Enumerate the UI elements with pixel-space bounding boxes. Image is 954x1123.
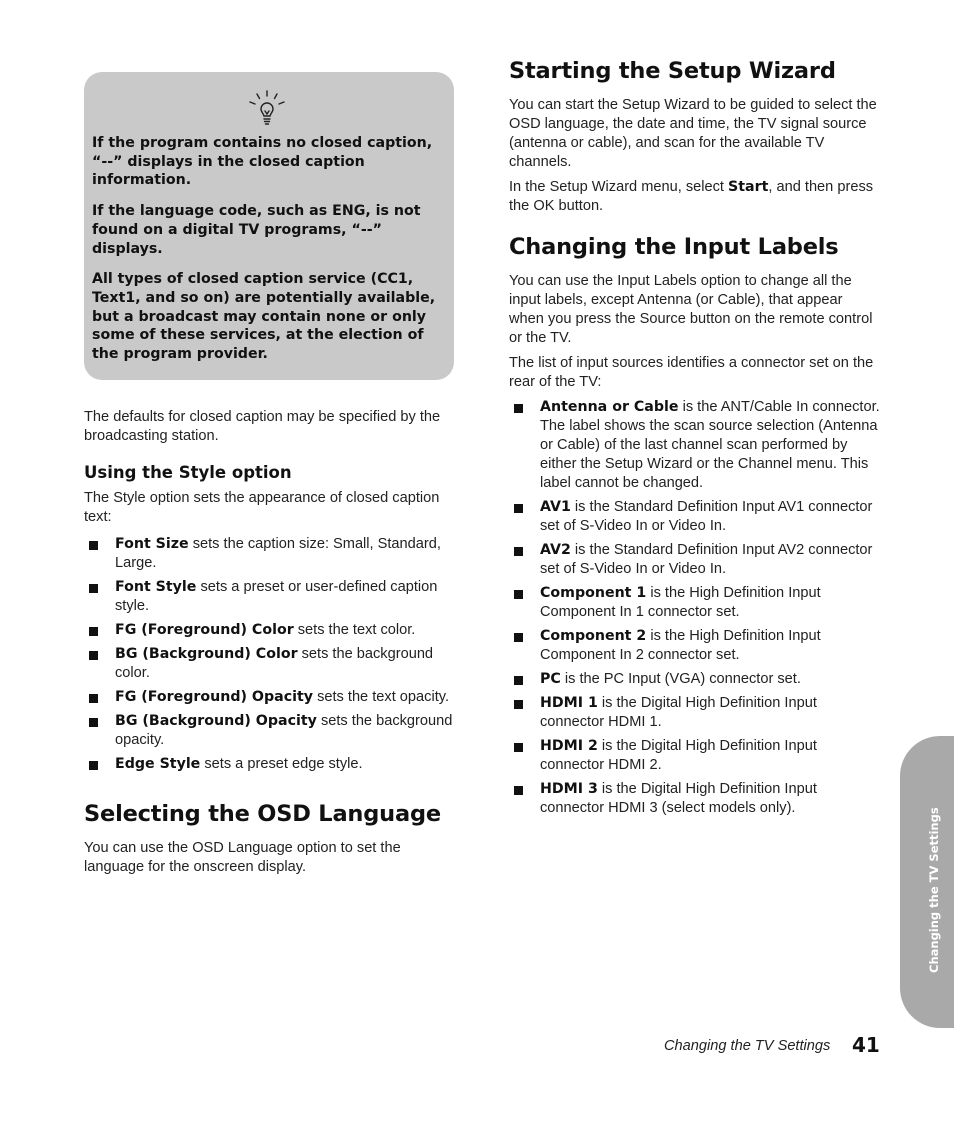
bullet-square-icon <box>514 743 523 752</box>
chapter-side-tab-label: Changing the TV Settings <box>927 807 941 973</box>
footer-section-title: Changing the TV Settings <box>664 1038 831 1054</box>
bullet-square-icon <box>89 541 98 550</box>
list-item: AV1 is the Standard Definition Input AV1 connector set of S-Video In or Video In. <box>509 498 881 536</box>
input-labels-heading: Changing the Input Labels <box>509 234 839 260</box>
bullet-square-icon <box>89 584 98 593</box>
list-item: HDMI 2 is the Digital High Definition Input connector HDMI 2. <box>509 737 881 775</box>
tip-box <box>84 72 454 380</box>
bullet-square-icon <box>514 786 523 795</box>
list-item: FG (Foreground) Opacity sets the text opacity. <box>84 688 456 707</box>
bullet-square-icon <box>514 547 523 556</box>
list-item: Component 2 is the High Definition Input Component In 2 connector set. <box>509 627 881 665</box>
tip-paragraph: If the language code, such as ENG, is not found on a digital TV programs, “--” displays. <box>92 203 421 257</box>
bullet-square-icon <box>514 504 523 513</box>
setup-text: You can start the Setup Wizard to be guided to select the OSD language, the date and time, the TV signal source (antenna or cable), and scan for the available TV channels. <box>509 97 877 170</box>
tip-paragraph: All types of closed caption service (CC1, Text1, and so on) are potentially available, but a broadcast may contain none or only some of these services, at the election of the program provider. <box>92 271 436 363</box>
bullet-square-icon <box>89 718 98 727</box>
list-item: Edge Style sets a preset edge style. <box>84 755 456 774</box>
list-item: FG (Foreground) Color sets the text color. <box>84 621 456 640</box>
setup-select-text: In the Setup Wizard menu, select Start, and then press the OK button. <box>509 179 874 214</box>
right-column <box>509 58 881 818</box>
list-item: BG (Background) Opacity sets the background opacity. <box>84 712 456 750</box>
list-item: HDMI 1 is the Digital High Definition Input connector HDMI 1. <box>509 694 881 732</box>
list-item: Font Style sets a preset or user-defined caption style. <box>84 578 456 616</box>
bullet-square-icon <box>89 694 98 703</box>
bullet-square-icon <box>514 633 523 642</box>
bullet-square-icon <box>514 676 523 685</box>
list-item: Font Size sets the caption size: Small, Standard, Large. <box>84 535 456 573</box>
bullet-square-icon <box>89 627 98 636</box>
style-subheading: Using the Style option <box>84 462 292 482</box>
list-item: PC is the PC Input (VGA) connector set. <box>509 670 881 689</box>
list-item: HDMI 3 is the Digital High Definition Input connector HDMI 3 (select models only). <box>509 780 881 818</box>
bullet-square-icon <box>89 651 98 660</box>
list-item: BG (Background) Color sets the background color. <box>84 645 456 683</box>
left-column <box>84 72 456 877</box>
defaults-text: The defaults for closed caption may be specified by the broadcasting station. <box>84 408 441 444</box>
tip-paragraph: If the program contains no closed caption, “--” displays in the closed caption information. <box>92 135 433 189</box>
osd-heading: Selecting the OSD Language <box>84 800 441 827</box>
input-list <box>509 398 881 818</box>
input-labels-text: You can use the Input Labels option to change all the input labels, except Antenna (or Cable), that appear when you press the Source button on the remote control or the TV. <box>509 273 873 346</box>
style-list <box>84 535 456 774</box>
style-intro: The Style option sets the appearance of closed caption text: <box>84 489 440 525</box>
bullet-square-icon <box>89 761 98 770</box>
list-item: Component 1 is the High Definition Input Component In 1 connector set. <box>509 584 881 622</box>
setup-heading: Starting the Setup Wizard <box>509 58 836 84</box>
list-item: Antenna or Cable is the ANT/Cable In connector. The label shows the scan source selection (Antenna or Cable) of the last channel scan performed by either the Setup Wizard or the Channel menu. This label cannot be changed. <box>509 398 881 493</box>
lightbulb-icon <box>247 90 287 128</box>
page-number: 41 <box>852 1033 880 1057</box>
osd-text: You can use the OSD Language option to set the language for the onscreen display. <box>84 839 401 875</box>
input-list-intro: The list of input sources identifies a connector set on the rear of the TV: <box>509 355 874 390</box>
bullet-square-icon <box>514 590 523 599</box>
bullet-square-icon <box>514 404 523 413</box>
bullet-square-icon <box>514 700 523 709</box>
list-item: AV2 is the Standard Definition Input AV2 connector set of S-Video In or Video In. <box>509 541 881 579</box>
